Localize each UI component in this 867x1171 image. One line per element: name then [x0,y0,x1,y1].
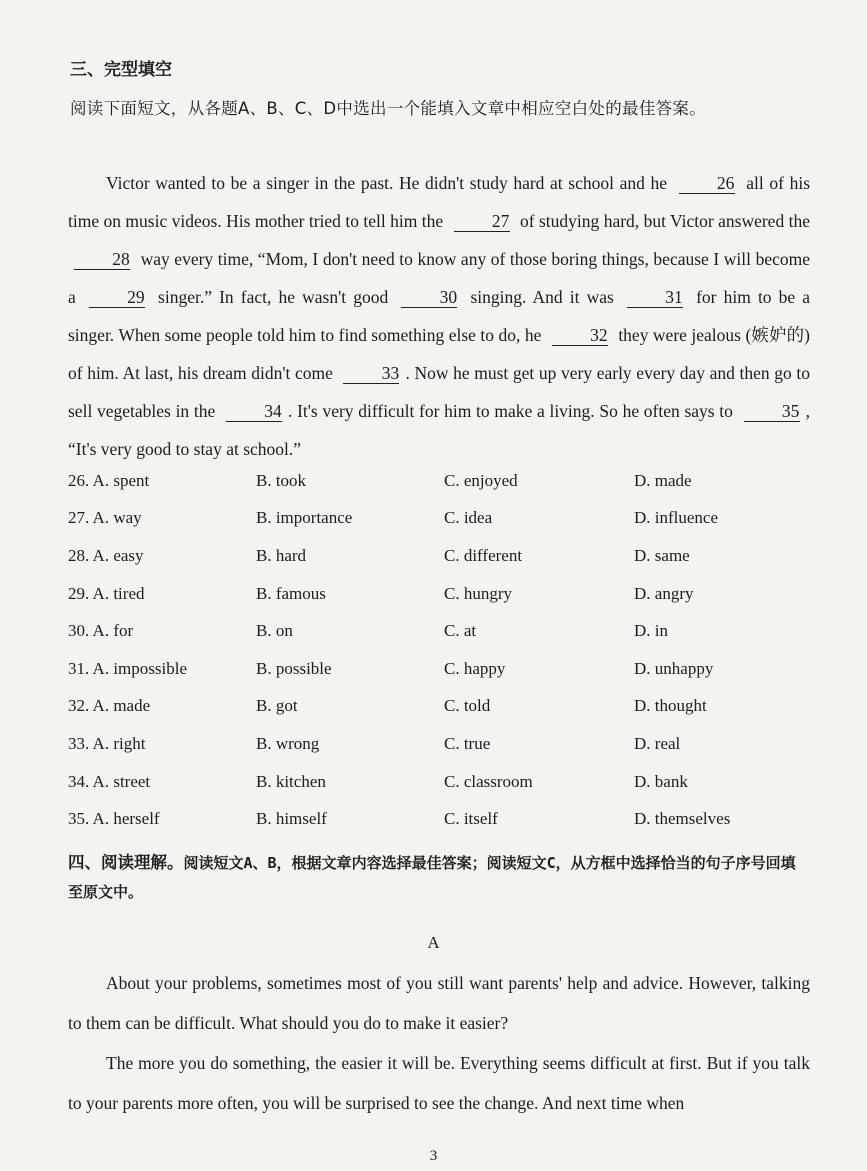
section-4-instruction: 阅读短文A、B，根据文章内容选择最佳答案；阅读短文C，从方框中选择恰当的句子序号回填至原文中。 [68,854,796,901]
option-b[interactable]: B. kitchen [256,771,326,791]
option-c[interactable]: C. true [444,733,491,753]
option-c[interactable]: C. at [444,621,477,641]
option-a[interactable]: 32. A. made [68,696,151,716]
option-c[interactable]: C. different [444,545,523,565]
option-a[interactable]: 34. A. street [68,771,151,791]
option-a[interactable]: 35. A. herself [68,809,160,829]
blank-35: 35 [744,401,800,422]
passage-text: singer.” In fact, he wasn't good [158,287,389,307]
blank-28: 28 [74,249,130,270]
option-b[interactable]: B. took [256,470,307,490]
option-a[interactable]: 28. A. easy [68,545,144,565]
answer-options [68,462,810,838]
option-b[interactable]: B. himself [256,809,327,829]
passage-text: singing. And it was [470,287,614,307]
section-3-instruction: 阅读下面短文，从各题A、B、C、D中选出一个能填入文章中相应空白处的最佳答案。 [70,99,707,118]
blank-26: 26 [679,173,735,194]
blank-27: 27 [454,211,510,232]
option-row [68,800,810,838]
option-row [68,763,810,801]
passage-text: . Now he must get up very early every day and then go to sell vegetables in the [68,363,811,421]
paragraph: The more you do something, the easier it will be. Everything seems difficult at first. But if you talk to your parents more often, you will be surprised to see the change. And next time when [68,1053,810,1113]
section-4-heading [68,848,810,907]
option-b[interactable]: B. hard [256,545,307,565]
option-a[interactable]: 26. A. spent [68,470,150,490]
passage-text: for him to be a singer. When some people told him to find something else to do, he [68,287,811,345]
option-d[interactable]: D. real [634,733,681,753]
passage-text: . It's very difficult for him to make a living. So he often says to [288,401,733,421]
option-c[interactable]: C. classroom [444,771,533,791]
blank-34: 34 [226,401,282,422]
option-row [68,500,810,538]
paragraph: About your problems, sometimes most of you still want parents' help and advice. However, talking to them can be difficult. What should you do to make it easier? [68,973,810,1033]
passage-a [68,963,810,1123]
blank-29: 29 [89,287,145,308]
option-c[interactable]: C. enjoyed [444,470,518,490]
option-row [68,462,810,500]
blank-32: 32 [552,325,608,346]
section-3-title: 三、完型填空 [70,60,172,80]
passage-text: all of his time on music videos. His mother tried to tell him the [68,173,810,231]
option-row [68,725,810,763]
option-row [68,537,810,575]
option-a[interactable]: 27. A. way [68,508,142,528]
option-d[interactable]: D. made [634,470,692,490]
option-row [68,575,810,613]
option-c[interactable]: C. hungry [444,583,512,603]
option-b[interactable]: B. on [256,621,293,641]
option-c[interactable]: C. told [444,696,491,716]
option-d[interactable]: D. in [634,621,668,641]
option-a[interactable]: 33. A. right [68,733,146,753]
blank-30: 30 [401,287,457,308]
option-d[interactable]: D. influence [634,508,719,528]
option-a[interactable]: 29. A. tired [68,583,145,603]
section-4-title: 四、阅读理解。 [68,853,184,872]
option-row [68,650,810,688]
option-c[interactable]: C. happy [444,658,506,678]
passage-text: way every time, “Mom, I don't need to know any of those boring things, because I will become a [68,249,810,307]
option-b[interactable]: B. got [256,696,298,716]
option-d[interactable]: D. themselves [634,809,731,829]
option-d[interactable]: D. same [634,545,690,565]
option-row [68,688,810,726]
option-row [68,612,810,650]
passage-text: Victor wanted to be a singer in the past. He didn't study hard at school and he [106,173,668,193]
cloze-passage [68,164,810,468]
option-d[interactable]: D. angry [634,583,694,603]
option-a[interactable]: 30. A. for [68,621,134,641]
option-d[interactable]: D. unhappy [634,658,714,678]
passage-text: , “It's very good to stay at school.” [68,401,811,459]
option-b[interactable]: B. wrong [256,733,320,753]
page-number: 3 [429,1148,438,1164]
option-b[interactable]: B. famous [256,583,326,603]
option-d[interactable]: D. bank [634,771,688,791]
option-b[interactable]: B. possible [256,658,332,678]
option-d[interactable]: D. thought [634,696,707,716]
option-a[interactable]: 31. A. impossible [68,658,188,678]
option-c[interactable]: C. idea [444,508,493,528]
passage-text: they were jealous (嫉妒的) of him. At last, his dream didn't come [68,325,811,383]
option-c[interactable]: C. itself [444,809,498,829]
passage-text: of studying hard, but Victor answered the [520,211,810,231]
blank-31: 31 [627,287,683,308]
option-b[interactable]: B. importance [256,508,353,528]
blank-33: 33 [343,363,399,384]
passage-a-title: A [427,933,440,952]
